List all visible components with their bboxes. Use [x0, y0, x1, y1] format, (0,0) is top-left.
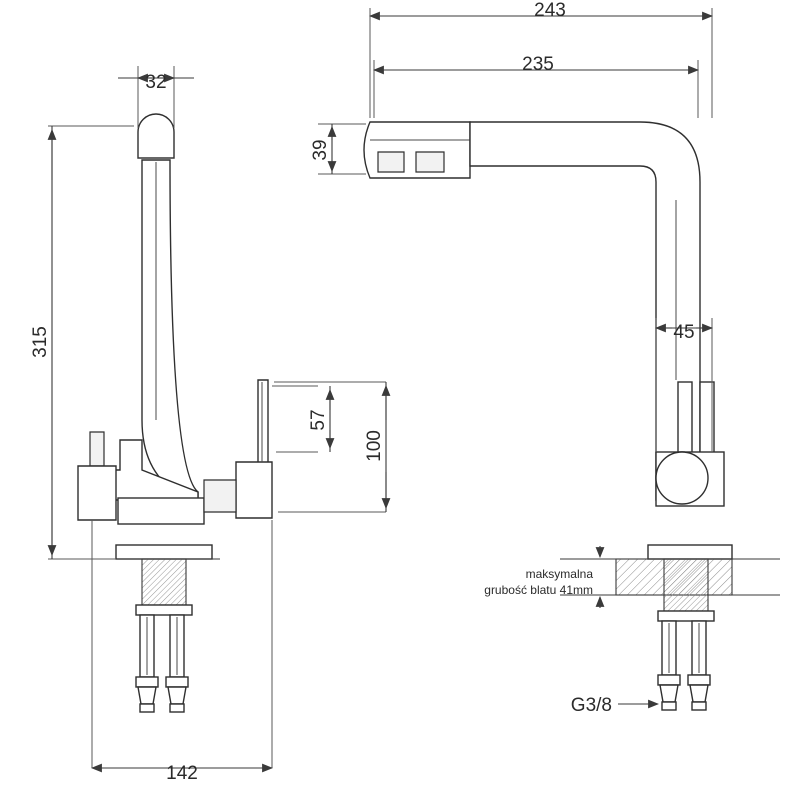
right-faucet-view	[310, 0, 780, 716]
dim-reach-outer: 243	[534, 0, 566, 21]
dim-body-width: 45	[673, 322, 695, 343]
dim-total-height: 315	[30, 326, 51, 358]
dim-reach-inner: 235	[522, 54, 554, 75]
dim-spout-width-top: 32	[145, 72, 167, 93]
dim-spout-head-height: 39	[310, 139, 331, 161]
dim-base-width: 142	[166, 763, 198, 784]
label-thread-size: G3/8	[570, 695, 612, 716]
note-max-thickness-line1: maksymalna	[525, 567, 593, 581]
dim-handle-height: 100	[364, 430, 385, 462]
dim-handle-offset: 57	[308, 409, 329, 431]
note-max-thickness-line2: grubość blatu 41mm	[484, 583, 593, 597]
